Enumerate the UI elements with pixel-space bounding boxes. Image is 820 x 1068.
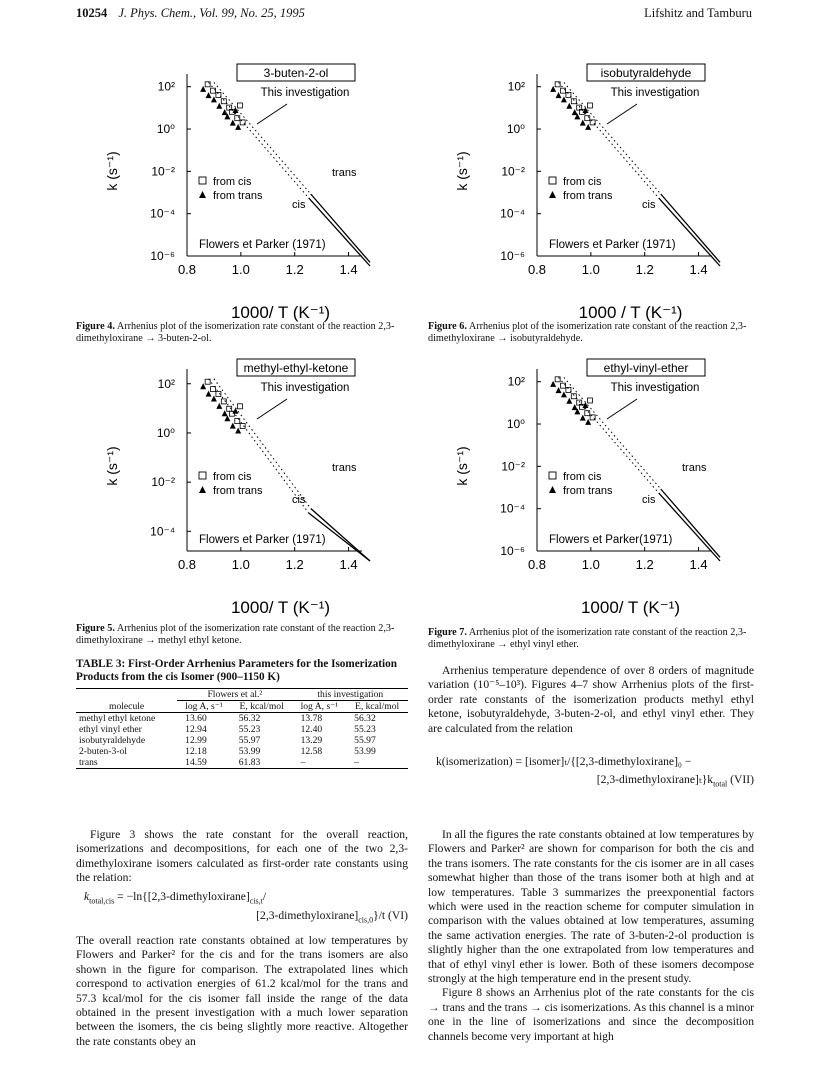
legend-from-cis: from cis — [563, 176, 602, 188]
table-cell-molecule: ethyl vinyl ether — [79, 724, 142, 735]
y-tick-label: 10² — [157, 79, 175, 94]
eq-sub: cis,0 — [358, 915, 374, 925]
figure-5-caption — [76, 623, 406, 647]
eq-term: [2,3-dimethyloxirane]ₜ}k — [596, 773, 714, 786]
table-header: log A, s⁻¹ — [300, 701, 339, 712]
x-tick-label: 1.4 — [689, 262, 708, 277]
table-cell-value: 61.83 — [238, 757, 261, 768]
table-title: TABLE 3: First-Order Arrhenius Parameters for the Isomerization Products from the cis Isomer (900–1150 K) — [76, 658, 397, 683]
eq-term: / — [262, 890, 267, 903]
x-tick-label: 0.8 — [177, 262, 197, 277]
table-cell-value: – — [354, 757, 359, 768]
x-axis-label: 1000 / T (K⁻¹) — [578, 303, 683, 322]
table-body — [76, 713, 408, 769]
point-from-cis — [587, 398, 592, 403]
y-axis-label: k (s⁻¹) — [104, 446, 120, 486]
chart-title: ethyl-vinyl-ether — [603, 361, 689, 375]
page-number: 10254 — [76, 6, 108, 20]
x-tick-label: 1.4 — [689, 557, 708, 572]
cis-label: cis — [292, 199, 306, 211]
point-from-cis — [205, 82, 210, 87]
flowers-parker-label: Flowers et Parker(1971) — [549, 534, 673, 546]
this-investigation-label: This investigation — [260, 382, 350, 394]
figure-5-plot — [90, 355, 410, 625]
table-cell-value: 55.97 — [354, 735, 376, 746]
pointer-arrow — [607, 399, 637, 419]
point-from-cis — [211, 88, 216, 93]
table-cell-value: 53.99 — [238, 746, 261, 757]
x-tick-label: 0.8 — [527, 557, 547, 572]
eq-term: [2,3-dimethyloxirane] — [256, 909, 359, 923]
table-cell-value: 56.32 — [238, 713, 261, 724]
y-tick-label: 10² — [507, 79, 525, 94]
figure-4-caption — [76, 321, 406, 345]
legend-square — [199, 177, 206, 184]
table-cell-value: 55.97 — [238, 735, 261, 746]
caption-text: Arrhenius plot of the isomerization rate constant of the reaction 2,3-dimethyloxirane → methyl ethyl ketone. — [76, 623, 395, 646]
y-tick-label: 10² — [157, 376, 175, 391]
table-cell-value: 12.94 — [185, 724, 207, 735]
table-blank — [76, 689, 177, 701]
y-tick-label: 10⁻² — [501, 164, 525, 179]
x-tick-label: 1.0 — [581, 262, 600, 277]
legend-from-trans: from trans — [563, 190, 613, 202]
trans-label: trans — [332, 462, 357, 474]
table-cell-value: 55.23 — [354, 724, 376, 735]
table-row — [76, 735, 408, 746]
y-tick-label: 10⁻⁴ — [150, 206, 175, 221]
cis-label: cis — [642, 494, 656, 506]
point-from-cis — [237, 404, 242, 409]
legend-triangle — [549, 191, 556, 198]
y-tick-label: 10⁰ — [506, 122, 525, 137]
legend-square — [549, 472, 556, 479]
table-3 — [76, 658, 408, 769]
trans-line — [661, 489, 720, 557]
left-column-text — [76, 828, 408, 886]
legend-square — [199, 472, 206, 479]
table-header: E, kcal/mol — [239, 701, 284, 712]
y-tick-label: 10⁻⁶ — [150, 249, 175, 263]
table-cell-value: 12.99 — [185, 735, 207, 746]
y-tick-label: 10⁻² — [151, 164, 175, 179]
x-tick-label: 1.2 — [635, 262, 654, 277]
point-from-cis — [587, 103, 592, 108]
equation-vii — [436, 754, 754, 788]
y-tick-label: 10⁻⁶ — [500, 544, 525, 558]
trans-line — [311, 194, 370, 262]
x-tick-label: 1.0 — [231, 557, 250, 572]
table-cell-value: 55.23 — [238, 724, 261, 735]
y-axis-label: k (s⁻¹) — [454, 151, 470, 191]
table-row — [76, 724, 408, 735]
cis-label: cis — [292, 494, 306, 506]
cis-label: cis — [642, 199, 656, 211]
figure-6-caption — [428, 321, 753, 345]
table-cell-value: 12.40 — [300, 724, 323, 735]
legend-triangle — [199, 191, 206, 198]
journal-ref: J. Phys. Chem., Vol. 99, No. 25, 1995 — [118, 6, 305, 20]
legend-from-cis: from cis — [213, 176, 252, 188]
x-tick-label: 1.2 — [285, 262, 304, 277]
legend-from-cis: from cis — [563, 471, 602, 483]
table-cell-value: 14.59 — [185, 757, 207, 768]
point-from-cis — [555, 377, 560, 382]
right-column-text-2 — [428, 828, 754, 1044]
table-cell-value: 13.29 — [300, 735, 323, 746]
x-tick-label: 0.8 — [527, 262, 547, 277]
chart-title: methyl-ethyl-ketone — [243, 361, 349, 375]
y-axis-label: k (s⁻¹) — [454, 446, 470, 486]
y-tick-label: 10⁻⁴ — [150, 524, 175, 539]
trans-label: trans — [332, 167, 357, 179]
x-tick-label: 1.2 — [285, 557, 304, 572]
table-cell-value: 12.58 — [300, 746, 323, 757]
eq-sub: cis,t — [249, 896, 263, 906]
point-from-cis — [561, 383, 566, 388]
y-tick-label: 10⁻² — [151, 475, 175, 490]
paragraph: Figure 8 shows an Arrhenius plot of the rate constants for the cis → trans and the trans → cis isomerizations. As this channel is a minor one in the line of isomerizations and since the decomposition channels become very important at high — [428, 986, 754, 1043]
legend-from-trans: from trans — [213, 190, 263, 202]
point-from-cis — [555, 82, 560, 87]
paragraph: The overall reaction rate constants obtained at low temperatures by Flowers and Parker² for the cis and for the trans isomers are also shown in the figure for comparison. The extrapolated lines which correspond to activation energies of 61.2 kcal/mol for the trans and 57.3 kcal/mol for the cis isomer fall inside the range of the data obtained in the present investigation with a much lower separation between the isomers, the cis being slightly more reactive. Altogether the rate constants obey an — [76, 934, 408, 1048]
table-cell-value: – — [300, 757, 306, 768]
legend-from-cis: from cis — [213, 471, 252, 483]
point-from-cis — [585, 411, 590, 416]
paragraph: In all the figures the rate constants obtained at low temperatures by Flowers and Parker² are shown for comparison for both the cis and the trans isomers. The rate constants for the cis isomer are in all cases somewhat higher than those of the trans isomer both at high and at low temperatures. Table 3 summarizes the preexponential factors which were used in the reaction scheme for computer simulation in comparison with the values obtained at low temperatures, assuming the same activation energies. The rate of 3-buten-2-ol production is slightly higher than the one extrapolated from low temperatures and that of ethyl vinyl ether is lower. Both of these isomers decompose strongly at the high temperature end in the present study. — [428, 828, 754, 986]
legend-from-trans: from trans — [563, 485, 613, 497]
x-axis-label: 1000/ T (K⁻¹) — [580, 598, 681, 617]
figure-6-plot — [440, 50, 760, 320]
table-header: E, kcal/mol — [354, 701, 400, 712]
flowers-parker-label: Flowers et Parker (1971) — [199, 239, 326, 251]
y-tick-label: 10⁰ — [156, 425, 175, 440]
y-tick-label: 10² — [507, 374, 525, 389]
table-grid — [76, 688, 408, 769]
caption-text: Arrhenius plot of the isomerization rate constant of the reaction 2,3-dimethyloxirane → isobutyraldehyde. — [428, 321, 747, 344]
figure-7-caption — [428, 627, 753, 651]
y-tick-label: 10⁰ — [156, 122, 175, 137]
paragraph: Arrhenius temperature dependence of over 8 orders of magnitude variation (10⁻⁵–10³). Figures 4–7 show Arrhenius plots of the first-order rate constants of the isomerization products methyl ethyl ketone, isobutyraldehyde, 3-buten-2-ol, and ethyl vinyl ether. They are calculated from the relation — [428, 664, 754, 735]
table-row — [76, 746, 408, 757]
this-investigation-label: This investigation — [260, 87, 350, 99]
y-tick-label: 10⁻⁴ — [500, 206, 525, 221]
table-cell-value: 53.99 — [354, 746, 376, 757]
pointer-arrow — [607, 104, 637, 124]
legend-from-trans: from trans — [213, 485, 263, 497]
point-from-cis — [211, 387, 216, 392]
table-header: log A, s⁻¹ — [185, 701, 223, 712]
flowers-parker-label: Flowers et Parker (1971) — [549, 239, 676, 251]
table-cell-value: 13.78 — [300, 713, 323, 724]
caption-text: Arrhenius plot of the isomerization rate constant of the reaction 2,3-dimethyloxirane → ethyl vinyl ether. — [428, 627, 747, 650]
eq-term: }/t (VI) — [373, 909, 408, 923]
left-column-text-2 — [76, 934, 408, 1049]
table-cell-molecule: methyl ethyl ketone — [79, 713, 156, 724]
eq-sub: total,cis — [89, 896, 115, 906]
x-axis-label: 1000/ T (K⁻¹) — [230, 598, 331, 617]
caption-label: Figure 6. — [428, 321, 467, 332]
chart-title: 3-buten-2-ol — [263, 66, 329, 80]
point-from-cis — [235, 116, 240, 121]
legend-triangle — [549, 486, 556, 493]
x-tick-label: 1.4 — [339, 557, 358, 572]
point-from-cis — [237, 103, 242, 108]
pointer-arrow — [257, 104, 287, 124]
x-axis-label: 1000/ T (K⁻¹) — [230, 303, 331, 322]
table-group-flowers: Flowers et al.² — [177, 689, 292, 701]
pointer-arrow — [257, 399, 287, 419]
y-tick-label: 10⁰ — [506, 417, 525, 432]
trans-label: trans — [682, 462, 707, 474]
table-cell-value: 13.60 — [185, 713, 207, 724]
caption-text: Arrhenius plot of the isomerization rate constant of the reaction 2,3-dimethyloxirane → 3-buten-2-ol. — [76, 321, 395, 344]
equation-vi — [84, 890, 408, 925]
y-tick-label: 10⁻⁴ — [500, 501, 525, 516]
legend-triangle — [199, 486, 206, 493]
caption-label: Figure 5. — [76, 623, 115, 634]
point-from-cis — [561, 88, 566, 93]
eq-line: k(isomerization) = [isomer]ₜ/{[2,3-dimethyloxirane]₀ − — [436, 755, 692, 768]
legend-square — [549, 177, 556, 184]
right-column-text — [428, 664, 754, 736]
trans-line — [661, 194, 720, 262]
this-investigation-label: This investigation — [610, 382, 700, 394]
eq-term: = −ln{[2,3-dimethyloxirane] — [114, 890, 250, 903]
this-investigation-label: This investigation — [610, 87, 700, 99]
eq-term: k — [84, 890, 90, 903]
x-tick-label: 1.0 — [581, 557, 600, 572]
page-header — [76, 6, 752, 21]
point-from-cis — [585, 116, 590, 121]
table-cell-value: 56.32 — [354, 713, 376, 724]
y-tick-label: 10⁻⁶ — [500, 249, 525, 263]
table-header: molecule — [109, 700, 145, 712]
eq-sub: total — [713, 779, 728, 789]
x-tick-label: 1.4 — [339, 262, 358, 277]
point-from-cis — [240, 423, 245, 428]
table-group-this: this investigation — [293, 689, 408, 701]
flowers-parker-label: Flowers et Parker (1971) — [199, 534, 326, 546]
eq-term: (VII) — [727, 773, 754, 786]
figure-4-plot — [90, 50, 410, 320]
table-cell-molecule: 2-buten-3-ol — [79, 746, 127, 757]
x-tick-label: 1.0 — [231, 262, 250, 277]
table-cell-molecule: isobutyraldehyde — [79, 735, 146, 746]
caption-label: Figure 7. — [428, 627, 467, 638]
x-tick-label: 1.2 — [635, 557, 654, 572]
y-tick-label: 10⁻² — [501, 459, 525, 474]
caption-label: Figure 4. — [76, 321, 115, 332]
figure-7-plot — [440, 355, 760, 625]
table-row — [76, 757, 408, 769]
authors: Lifshitz and Tamburu — [644, 6, 752, 20]
y-axis-label: k (s⁻¹) — [104, 151, 120, 191]
paragraph: Figure 3 shows the rate constant for the overall reaction, isomerizations and decompositions, for each one of the two 2,3-dimethyloxirane isomers calculated as first-order rate constants using the relation: — [76, 828, 408, 885]
chart-title: isobutyraldehyde — [600, 66, 692, 80]
table-cell-molecule: trans — [79, 757, 98, 768]
table-cell-value: 12.18 — [185, 746, 207, 757]
x-tick-label: 0.8 — [177, 557, 197, 572]
table-row — [76, 713, 408, 725]
